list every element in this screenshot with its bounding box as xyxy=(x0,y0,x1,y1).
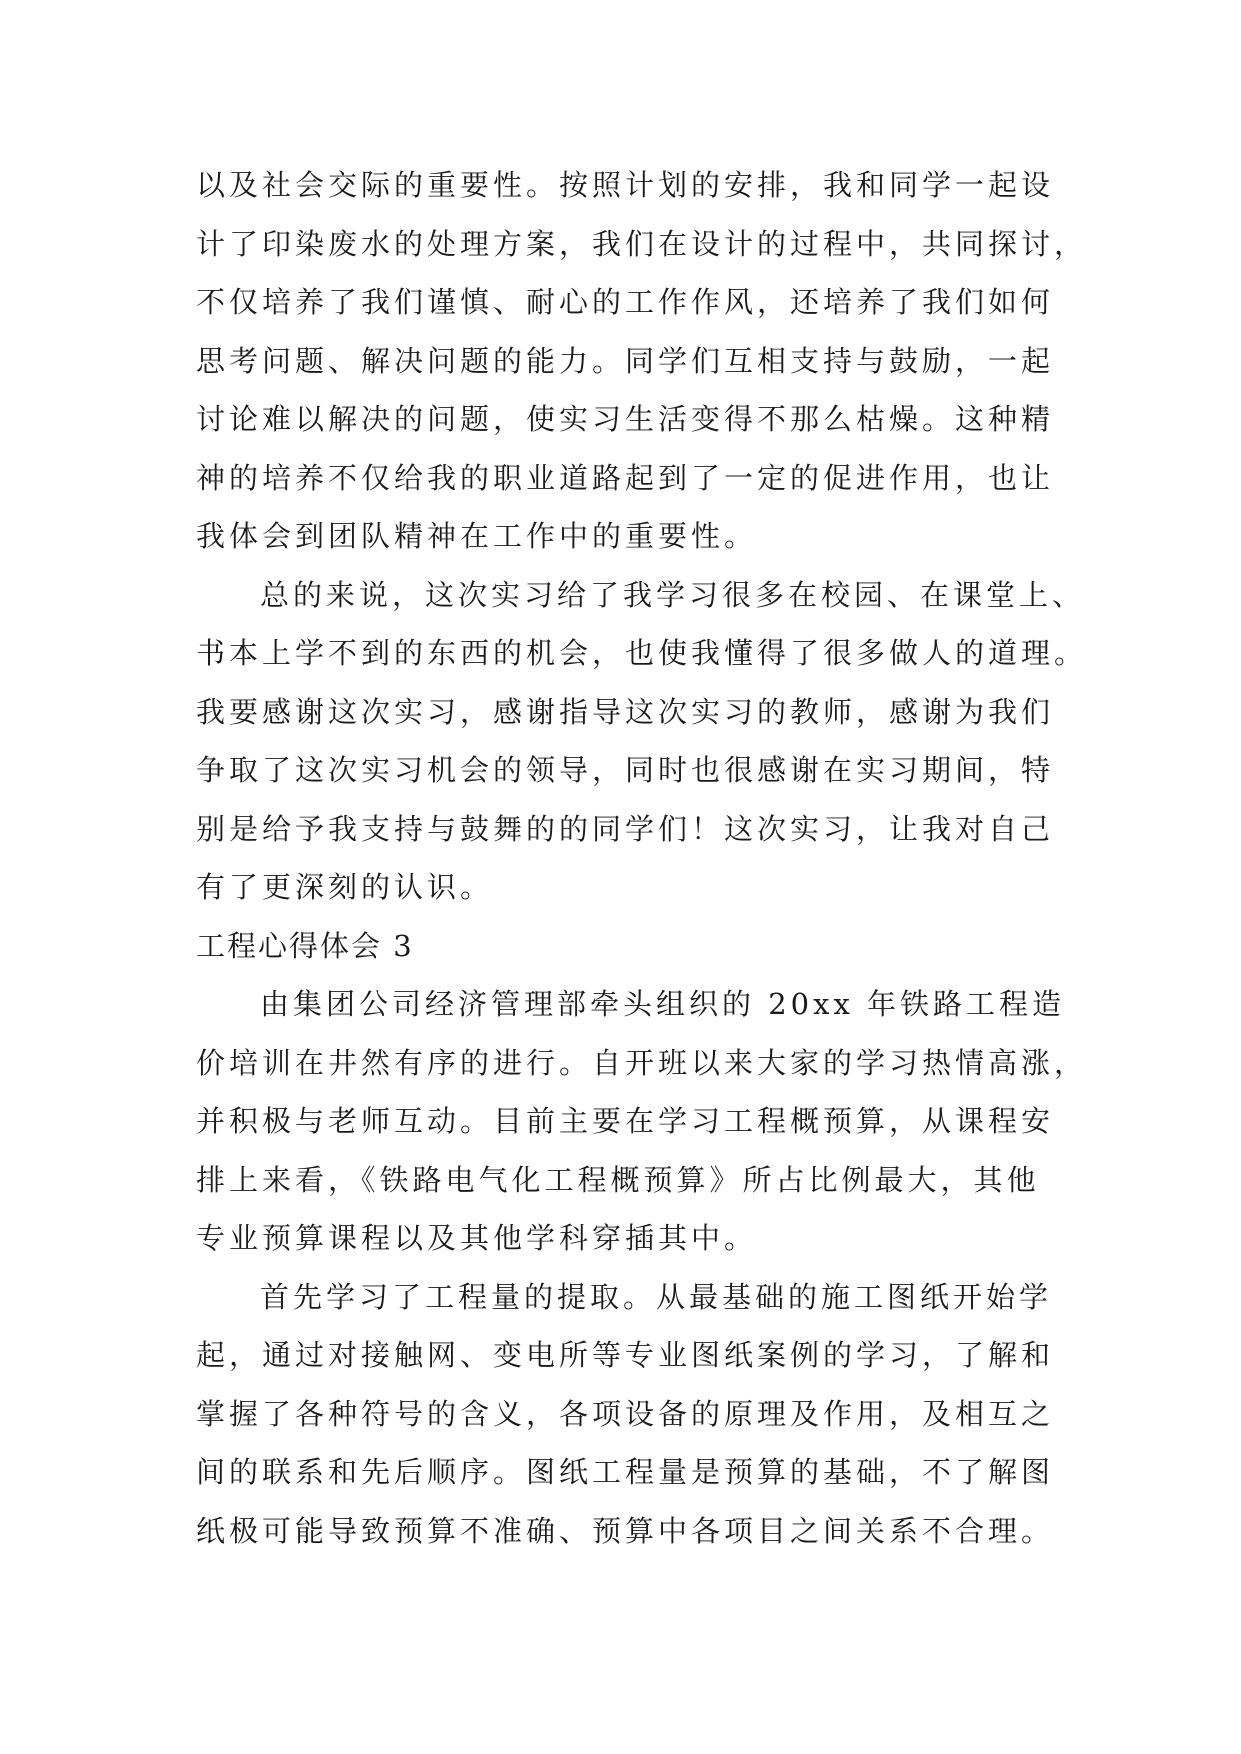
section-heading: 工程心得体会 3 xyxy=(196,928,414,963)
text-line: 专业预算课程以及其他学科穿插其中。 xyxy=(196,1221,758,1255)
text-line: 由集团公司经济管理部牵头组织的 20xx 年铁路工程造 xyxy=(260,987,1066,1021)
text-line: 并积极与老师互动。目前主要在学习工程概预算，从课程安 xyxy=(196,1104,1055,1138)
text-line: 争取了这次实习机会的领导，同时也很感谢在实习期间，特 xyxy=(196,753,1055,787)
text-line: 书本上学不到的东西的机会，也使我懂得了很多做人的道理。 xyxy=(196,636,1088,670)
text-line: 计了印染废水的处理方案，我们在设计的过程中，共同探讨， xyxy=(196,226,1088,261)
text-line: 首先学习了工程量的提取。从最基础的施工图纸开始学 xyxy=(260,1279,1053,1314)
text-line: 总的来说，这次实习给了我学习很多在校园、在课堂上、 xyxy=(260,577,1086,612)
text-line: 有了更深刻的认识。 xyxy=(196,870,494,904)
text-line: 我要感谢这次实习，感谢指导这次实习的教师，感谢为我们 xyxy=(196,694,1055,729)
text-line: 价培训在井然有序的进行。自开班以来大家的学习热情高涨， xyxy=(196,1045,1088,1080)
text-line: 别是给予我支持与鼓舞的的同学们！这次实习，让我对自己 xyxy=(196,811,1055,846)
text-line: 间的联系和先后顺序。图纸工程量是预算的基础，不了解图 xyxy=(196,1455,1055,1489)
paragraph xyxy=(196,156,1088,566)
document-body xyxy=(196,156,1088,1560)
text-line: 我体会到团队精神在工作中的重要性。 xyxy=(196,519,758,553)
text-line: 不仅培养了我们谨慎、耐心的工作作风，还培养了我们如何 xyxy=(196,285,1055,319)
text-line: 掌握了各种符号的含义，各项设备的原理及作用，及相互之 xyxy=(196,1396,1055,1431)
paragraph xyxy=(196,566,1088,917)
text-line: 起，通过对接触网、变电所等专业图纸案例的学习，了解和 xyxy=(196,1338,1055,1372)
text-line: 纸极可能导致预算不准确、预算中各项目之间关系不合理。 xyxy=(196,1513,1055,1548)
paragraph xyxy=(196,1268,1076,1561)
text-line: 以及社会交际的重要性。按照计划的安排，我和同学一起设 xyxy=(196,168,1055,202)
text-line: 讨论难以解决的问题，使实习生活变得不那么枯燥。这种精 xyxy=(196,402,1055,436)
text-line: 思考问题、解决问题的能力。同学们互相支持与鼓励，一起 xyxy=(196,343,1055,378)
paragraph xyxy=(196,975,1088,1268)
text-line: 神的培养不仅给我的职业道路起到了一定的促进作用，也让 xyxy=(196,460,1055,495)
text-line: 排上来看，《铁路电气化工程概预算》所占比例最大，其他 xyxy=(196,1162,1040,1197)
